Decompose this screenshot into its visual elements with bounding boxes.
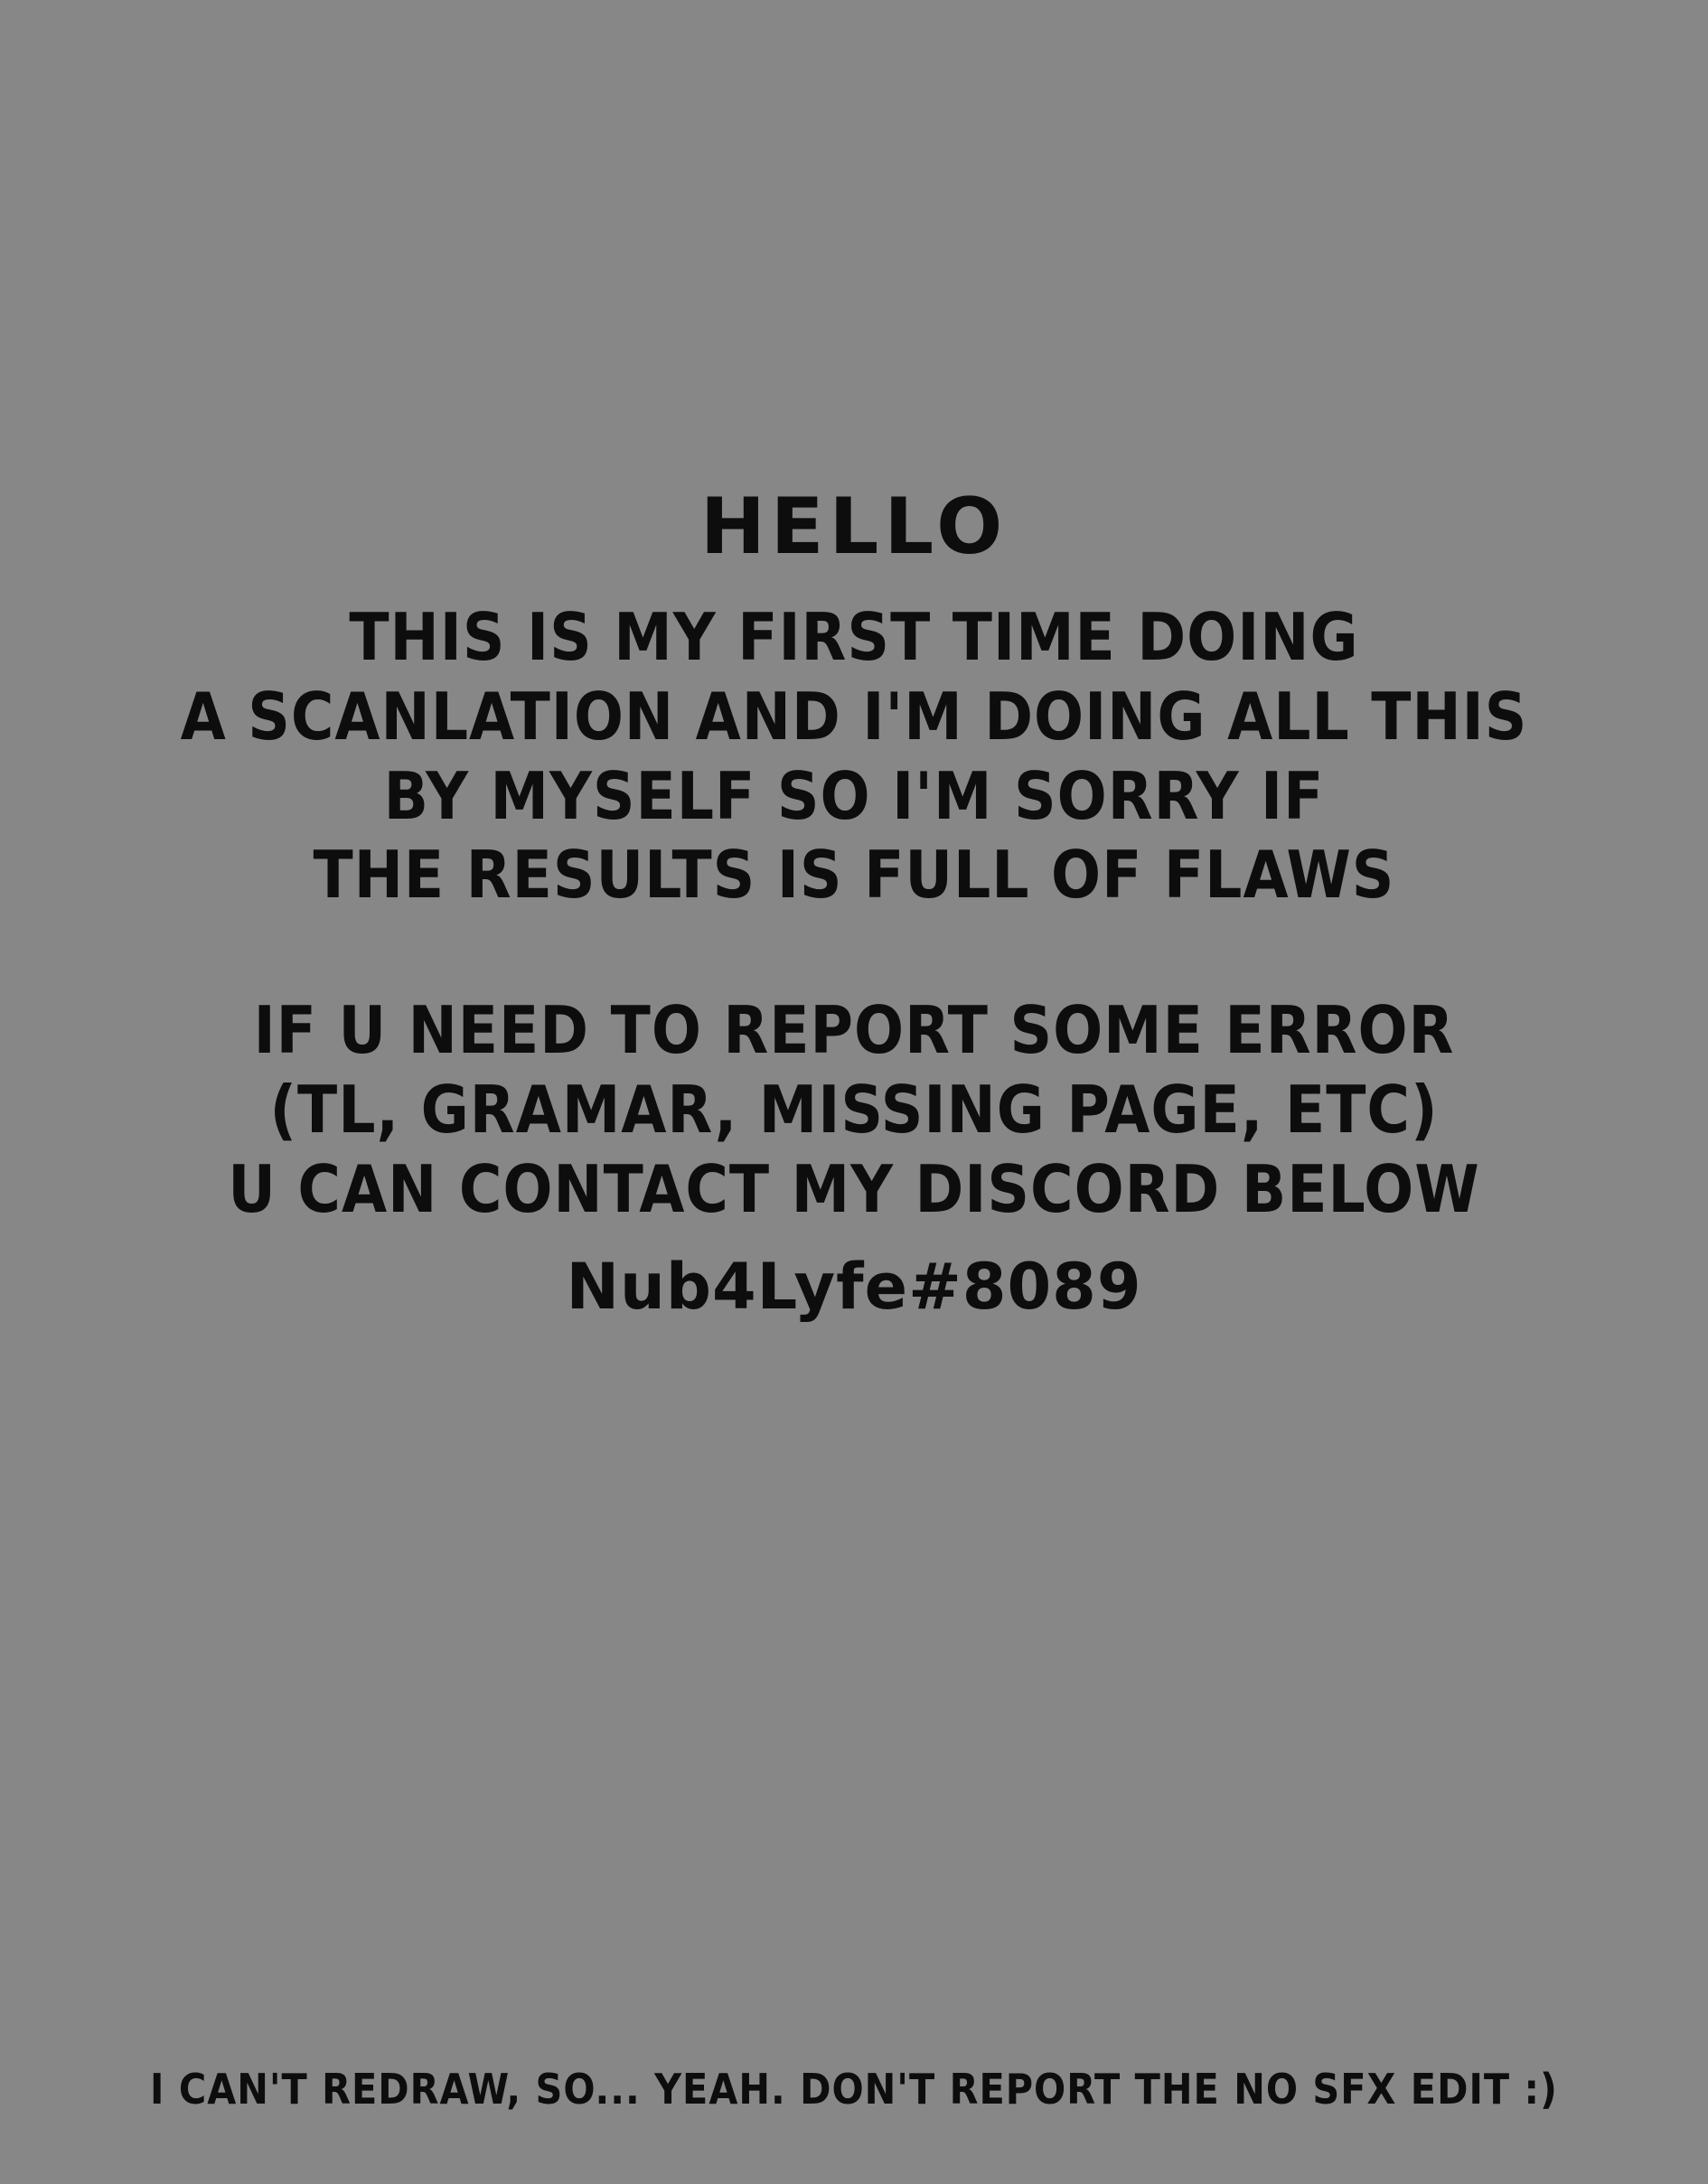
footer-disclaimer: I CAN'T REDRAW, SO... YEAH. DON'T REPORT THE NO SFX EDIT :) (150, 2065, 1558, 2114)
discord-handle: Nub4Lyfe#8089 (566, 1249, 1142, 1324)
contact-line-1: IF U NEED TO REPORT SOME ERROR (253, 992, 1455, 1069)
contact-paragraph (0, 991, 1708, 1229)
note-block (0, 482, 1708, 1324)
contact-line-3: U CAN CONTACT MY DISCORD BELOW (228, 1150, 1480, 1227)
paragraph-spacer (0, 915, 1708, 991)
intro-paragraph (0, 598, 1708, 915)
intro-line-1: THIS IS MY FIRST TIME DOING (349, 599, 1359, 675)
page-title: HELLO (699, 482, 1009, 572)
intro-line-4: THE RESULTS IS FULL OF FLAWS (313, 837, 1395, 914)
intro-line-2: A SCANLATION AND I'M DOING ALL THIS (180, 678, 1528, 755)
intro-line-3: BY MYSELF SO I'M SORRY IF (383, 757, 1325, 834)
contact-line-2: (TL, GRAMAR, MISSING PAGE, ETC) (269, 1072, 1439, 1148)
